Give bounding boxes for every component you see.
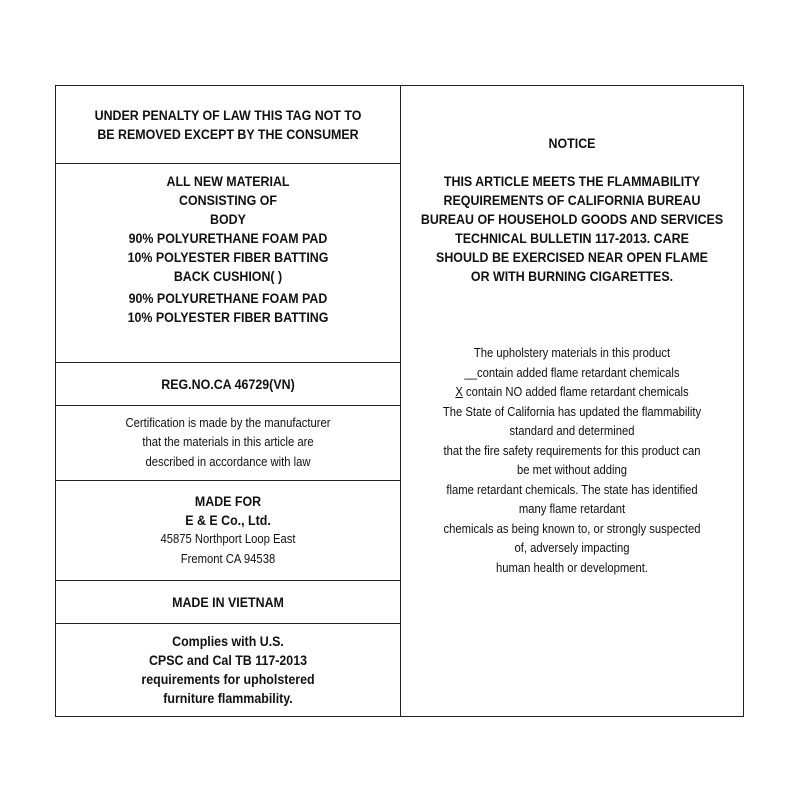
option-text: contain NO added flame retardant chemicals xyxy=(462,385,689,399)
certification-section xyxy=(56,406,400,481)
option-mark-checked: X xyxy=(455,385,463,399)
country-of-origin: MADE IN VIETNAM xyxy=(172,594,284,610)
disclosure-line: flame retardant chemicals. The state has identified xyxy=(446,482,698,497)
certification-line: that the materials in this article are xyxy=(142,435,314,450)
tag-left-column xyxy=(56,86,401,716)
flame-retardant-disclosure xyxy=(401,344,743,578)
disclosure-line: that the fire safety requirements for this product can xyxy=(443,443,701,458)
materials-line: 90% POLYURETHANE FOAM PAD xyxy=(128,231,328,246)
notice-line: SHOULD BE EXERCISED NEAR OPEN FLAME xyxy=(436,250,708,265)
compliance-section xyxy=(56,624,400,716)
company-name: E & E Co., Ltd. xyxy=(185,513,271,528)
tag-right-column xyxy=(401,86,743,716)
disclosure-line: chemicals as being known to, or strongly suspected xyxy=(443,521,701,536)
warning-line: UNDER PENALTY OF LAW THIS TAG NOT TO xyxy=(94,107,362,123)
notice-title-block xyxy=(401,134,743,153)
warning-line: BE REMOVED EXCEPT BY THE CONSUMER xyxy=(97,126,359,142)
made-for-title: MADE FOR xyxy=(194,494,262,509)
notice-line: OR WITH BURNING CIGARETTES. xyxy=(470,269,674,284)
address-line: 45875 Northport Loop East xyxy=(160,532,296,546)
compliance-line: CPSC and Cal TB 117-2013 xyxy=(148,653,308,668)
origin-section xyxy=(56,581,400,624)
disclosure-line: The State of California has updated the flammability xyxy=(442,404,702,419)
materials-line: ALL NEW MATERIAL xyxy=(166,174,290,189)
notice-panel xyxy=(401,86,743,716)
disclosure-line: of, adversely impacting xyxy=(514,541,630,555)
registration-number: REG.NO.CA 46729(VN) xyxy=(161,376,295,392)
certification-line: described in accordance with law xyxy=(145,454,311,469)
warning-section xyxy=(56,86,400,164)
certification-line: Certification is made by the manufacturer xyxy=(125,415,331,430)
disclosure-line: be met without adding xyxy=(516,463,628,477)
compliance-line: Complies with U.S. xyxy=(172,634,284,649)
disclosure-intro: The upholstery materials in this product xyxy=(473,346,671,360)
materials-section xyxy=(56,164,400,363)
materials-line: 10% POLYESTER FIBER BATTING xyxy=(127,310,329,325)
notice-line: BUREAU OF HOUSEHOLD GOODS AND SERVICES xyxy=(420,212,724,227)
notice-title: NOTICE xyxy=(548,136,596,151)
notice-body xyxy=(401,172,743,286)
disclosure-line: many flame retardant xyxy=(518,502,626,516)
disclosure-line: standard and determined xyxy=(509,424,635,438)
compliance-line: requirements for upholstered xyxy=(141,672,315,687)
option-mark-blank: __ xyxy=(464,365,477,380)
disclosure-line: human health or development. xyxy=(496,560,648,575)
disclosure-option-added xyxy=(418,364,726,384)
law-tag xyxy=(55,85,744,717)
materials-line: 90% POLYURETHANE FOAM PAD xyxy=(128,291,328,306)
address-line: Fremont CA 94538 xyxy=(180,551,276,566)
notice-line: THIS ARTICLE MEETS THE FLAMMABILITY xyxy=(443,174,701,189)
compliance-line: furniture flammability. xyxy=(163,691,293,706)
disclosure-option-none xyxy=(418,383,726,403)
option-text: contain added flame retardant chemicals xyxy=(476,365,680,380)
notice-line: TECHNICAL BULLETIN 117-2013. CARE xyxy=(455,231,689,246)
notice-line: REQUIREMENTS OF CALIFORNIA BUREAU xyxy=(443,193,701,208)
materials-line: BACK CUSHION( ) xyxy=(173,269,283,284)
made-for-section xyxy=(56,481,400,581)
registration-section xyxy=(56,363,400,406)
materials-line: CONSISTING OF xyxy=(178,193,277,208)
materials-line: BODY xyxy=(210,212,246,227)
materials-line: 10% POLYESTER FIBER BATTING xyxy=(127,250,329,265)
